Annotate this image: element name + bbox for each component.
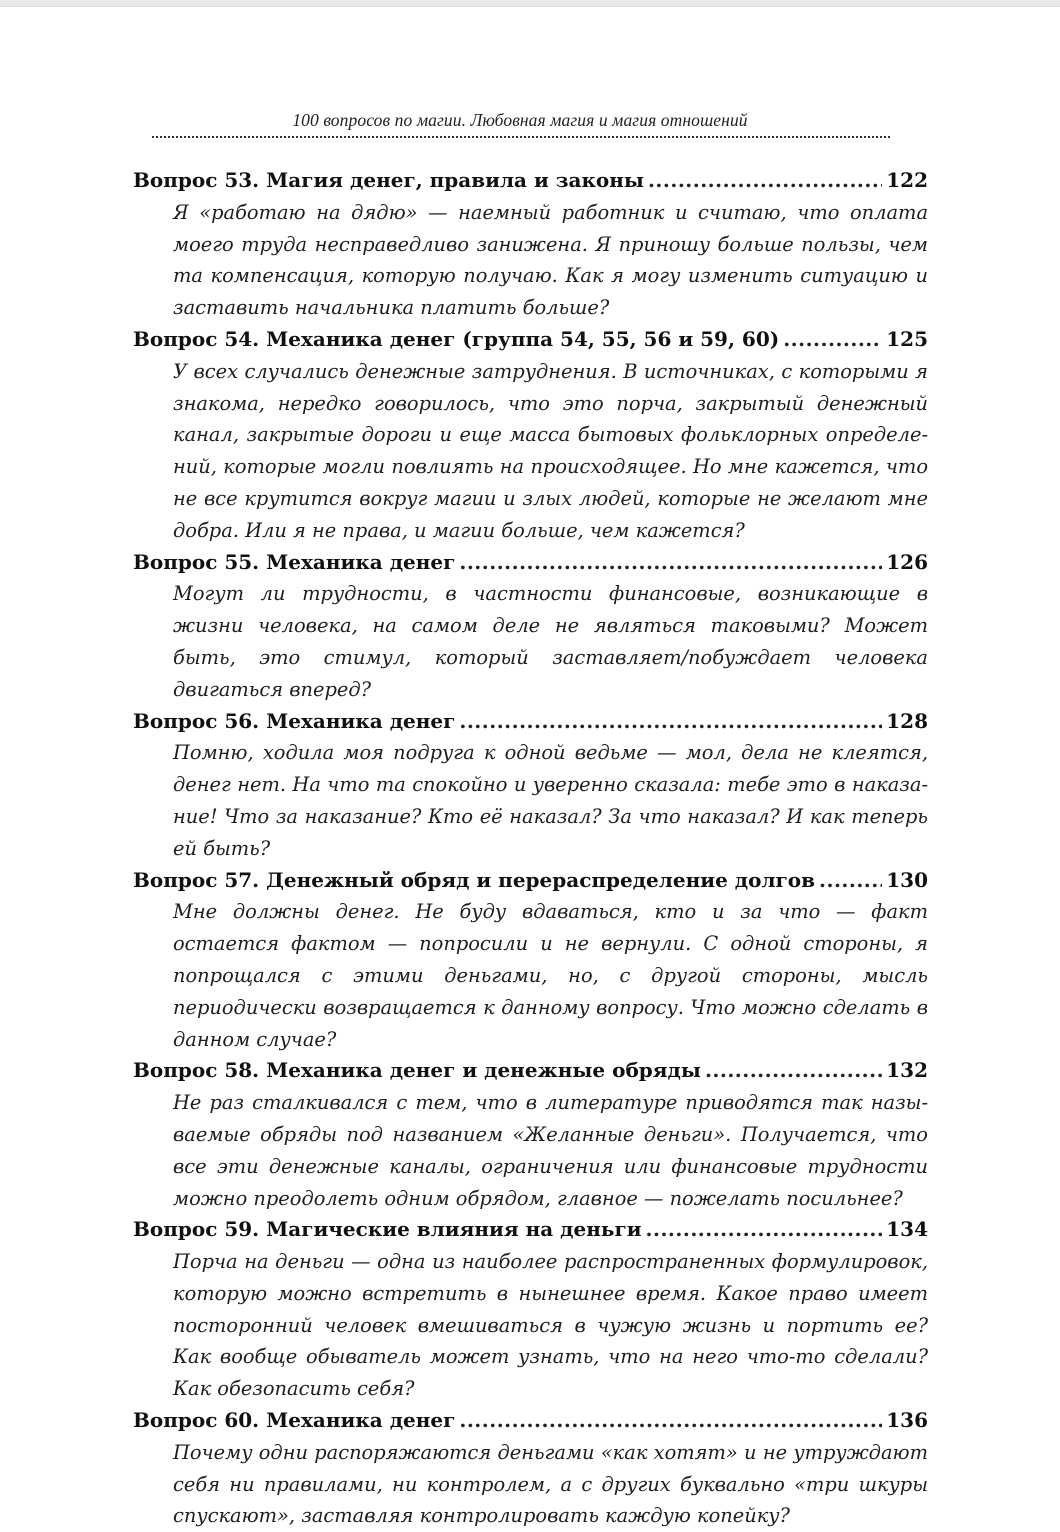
toc-entry-title: Вопрос 56. Механика денег	[133, 708, 456, 733]
toc-entry-heading[interactable]	[133, 1405, 928, 1437]
toc-entry-description: Почему одни распоряжаются деньгами «как хотят» и не утруждают себя ни правилами, ни контролем, а с других буквально «три шкуры спускают», заставляя контролировать каждую копейку?	[173, 1440, 928, 1528]
toc-entry-title: Вопрос 60. Механика денег	[133, 1408, 456, 1433]
toc-entry-title: Вопрос 59. Магические влияния на деньги	[133, 1217, 642, 1242]
toc-entry-heading[interactable]	[133, 706, 928, 738]
toc-page-number: 136	[886, 1408, 928, 1433]
dot-leader	[819, 865, 882, 897]
toc-page-number: 125	[886, 326, 928, 351]
toc-entry-heading[interactable]	[133, 324, 928, 356]
dot-leader	[459, 547, 882, 579]
toc-entry-heading[interactable]	[133, 1214, 928, 1246]
toc-page-number: 122	[886, 168, 928, 192]
page-top-edge	[0, 0, 1060, 7]
dot-leader	[648, 165, 882, 197]
toc-page-number: 132	[886, 1058, 928, 1083]
toc-entry-title: Вопрос 54. Механика денег (группа 54, 55, 56 и 59, 60)	[133, 326, 780, 351]
toc-entry-57	[133, 865, 928, 1056]
toc-entry-heading[interactable]	[133, 1055, 928, 1087]
toc-entry-description: Не раз сталкивался с тем, что в литературе приводятся так называемые обряды под названием «Желанные деньги». Получается, что все эти денежные каналы, ограничения или финансовые трудности можно преодолеть одним обрядом, главное — пожелать посильнее?	[173, 1091, 928, 1210]
toc-entry-description: Помню, ходила моя подруга к одной ведьме — мол, дела не клеятся, денег нет. На что та спокойно и уверенно сказала: тебе это в наказание! Что за наказание? Кто её наказал? За что наказал? И как теперь ей быть?	[173, 741, 928, 860]
toc-entry-description: У всех случались денежные затруднения. В источниках, с которыми я знакома, нередко говорилось, что это порча, закрытый денежный канал, закрытые дороги и еще масса бытовых фольклорных определений, которые могли повлиять на происходящее. Но мне кажется, что не все крутится вокруг магии и злых людей, которые не желают мне добра. Или я не права, и магии больше, чем кажется?	[173, 359, 928, 542]
toc-entry-title: Вопрос 57. Денежный обряд и перераспределение долгов	[133, 867, 816, 892]
dot-leader	[646, 1214, 883, 1246]
toc-entry-60	[133, 1405, 928, 1532]
toc-entry-description: Мне должны денег. Не буду вдаваться, кто и за что — факт остается фактом — попросили и не вернули. С одной стороны, я попрощался с этими деньгами, но, с другой стороны, мысль периодически возвращается к данному вопросу. Что можно сделать в данном случае?	[173, 900, 928, 1051]
toc-page-number: 128	[886, 708, 928, 733]
toc-entry-title: Вопрос 58. Механика денег и денежные обряды	[133, 1058, 701, 1083]
toc-entry-title: Вопрос 53. Магия денег, правила и законы	[133, 168, 644, 192]
toc-entry-description: Порча на деньги — одна из наиболее распространенных формулировок, которую можно встретить в нынешнее время. Какое право имеет посторонний человек вмешиваться в чужую жизнь и портить ее? Как вообще обыватель может узнать, что на него что-то сделали? Как обезопасить себя?	[173, 1250, 928, 1401]
toc-entry-heading[interactable]	[133, 547, 928, 579]
dot-leader	[459, 1405, 882, 1437]
toc-entry-55	[133, 547, 928, 706]
toc-entry-heading[interactable]	[133, 865, 928, 897]
toc-entry-description: Я «работаю на дядю» — наемный работник и считаю, что оплата моего труда несправедливо занижена. Я приношу больше пользы, чем та компенсация, которую получаю. Как я могу изменить ситуацию и заставить начальника платить больше?	[173, 200, 928, 320]
header-dotted-rule	[152, 136, 890, 138]
toc-page-number: 134	[886, 1217, 928, 1242]
toc-entry-heading[interactable]	[133, 165, 928, 197]
table-of-contents	[133, 165, 928, 1532]
toc-entry-59	[133, 1214, 928, 1405]
toc-entry-54	[133, 324, 928, 547]
toc-entry-58	[133, 1055, 928, 1214]
toc-entry-description: Могут ли трудности, в частности финансовые, возникающие в жизни человека, на самом деле не являться таковыми? Может быть, это стимул, который заставляет/побуждает человека двигаться вперед?	[173, 582, 928, 701]
dot-leader	[705, 1055, 882, 1087]
toc-entry-title: Вопрос 55. Механика денег	[133, 549, 456, 574]
toc-entry-53	[133, 165, 928, 324]
dot-leader	[459, 706, 882, 738]
dot-leader	[783, 324, 882, 356]
running-title: 100 вопросов по магии. Любовная магия и магия отношений	[292, 110, 748, 130]
toc-entry-56	[133, 706, 928, 865]
toc-page-number: 130	[886, 867, 928, 892]
toc-page-number: 126	[886, 549, 928, 574]
